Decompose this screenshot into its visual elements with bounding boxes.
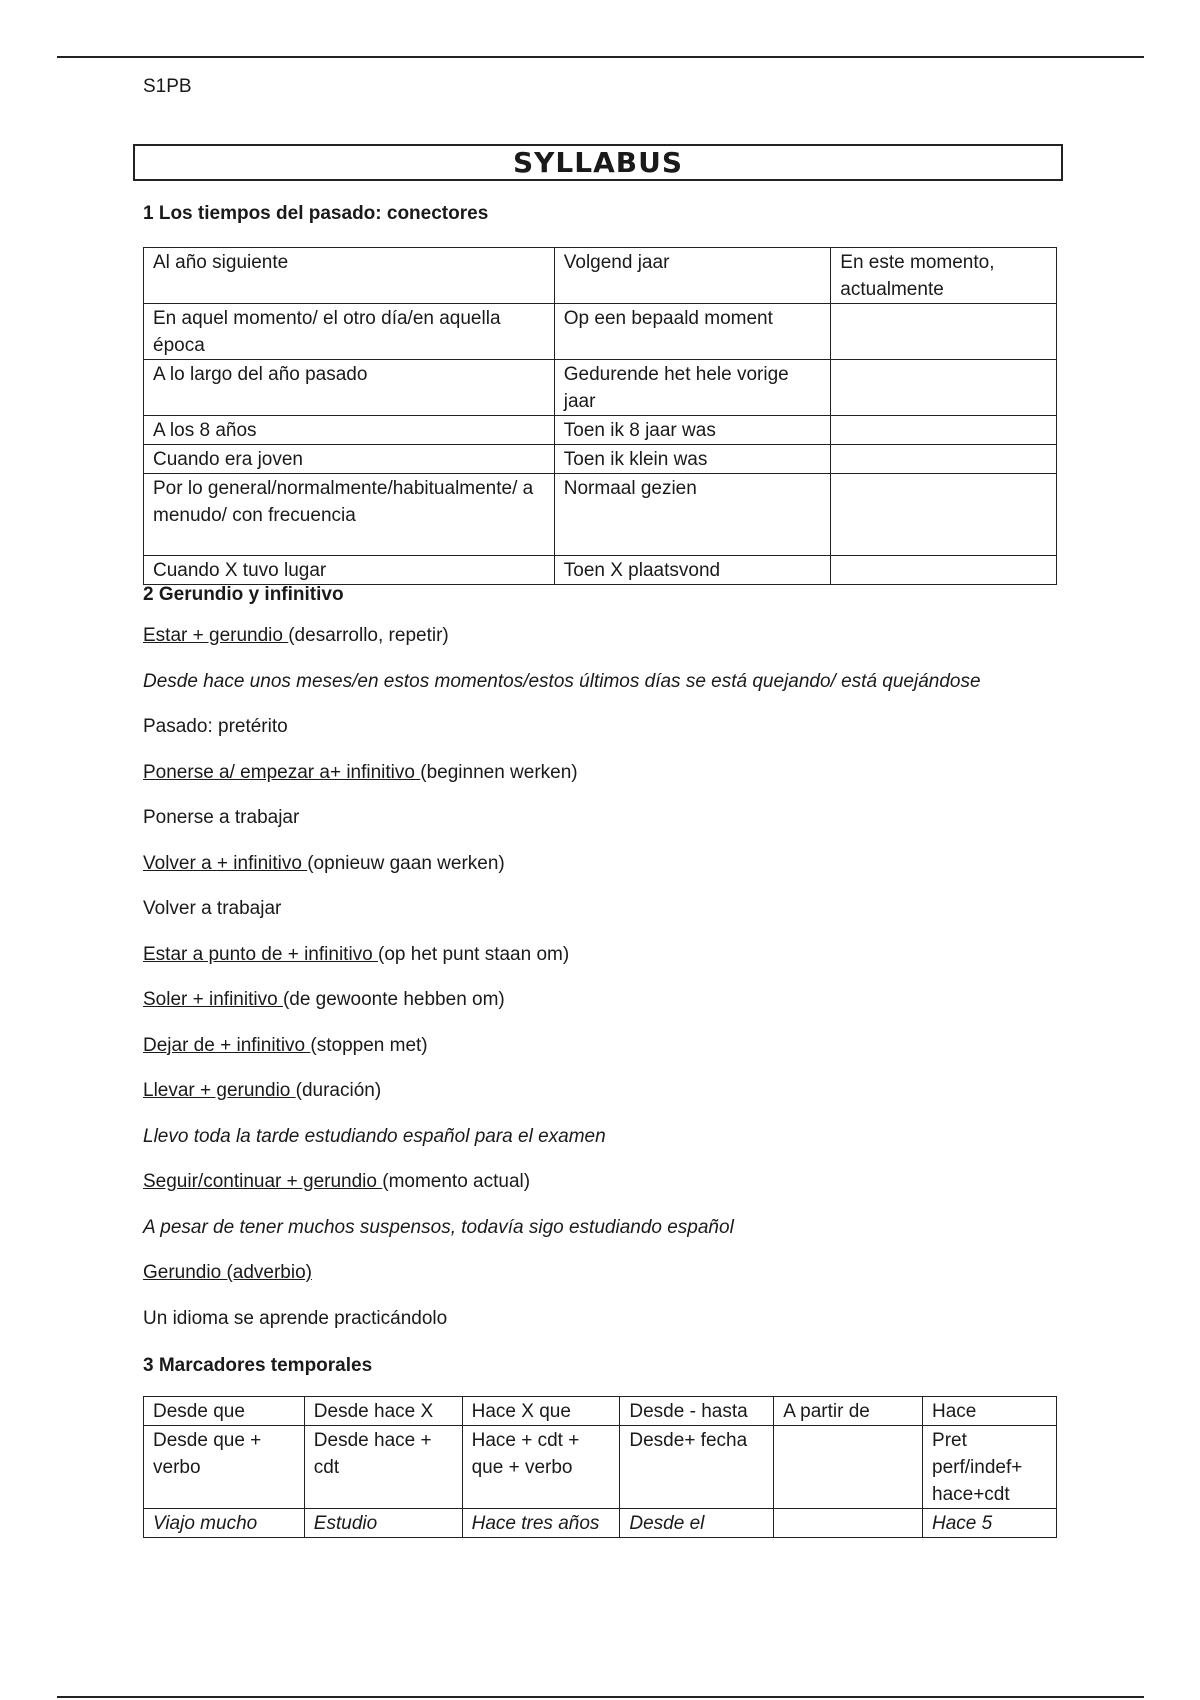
table-cell: Toen ik klein was: [554, 445, 831, 474]
section1-heading: 1 Los tiempos del pasado: conectores: [143, 203, 489, 224]
table-cell: Hace 5: [923, 1509, 1057, 1538]
table-cell: Hace + cdt + que + verbo: [462, 1426, 620, 1509]
table-cell: Desde - hasta: [620, 1397, 774, 1426]
underlined-phrase: Estar a punto de + infinitivo: [143, 944, 379, 965]
table-cell: [831, 416, 1057, 445]
table-cell: Desde+ fecha: [620, 1426, 774, 1509]
bottom-rule: [57, 1696, 1144, 1698]
table-row: [144, 1426, 1057, 1509]
section2-line: [143, 944, 569, 966]
table-cell: [774, 1426, 923, 1509]
table-cell: Toen X plaatsvond: [554, 556, 831, 585]
table-cell: En aquel momento/ el otro día/en aquella época: [144, 304, 555, 360]
table-cell: Por lo general/normalmente/habitualmente/ a menudo/ con frecuencia: [144, 474, 555, 556]
table-row: [144, 556, 1057, 585]
table-cell: Desde hace + cdt: [304, 1426, 462, 1509]
underlined-phrase: Estar + gerundio: [143, 625, 289, 646]
table-cell: [831, 360, 1057, 416]
table-cell: Desde el: [620, 1509, 774, 1538]
phrase-translation: (opnieuw gaan werken): [307, 853, 505, 874]
section3-heading: 3 Marcadores temporales: [143, 1355, 373, 1376]
table-cell: Volgend jaar: [554, 248, 831, 304]
underlined-phrase: Ponerse a/ empezar a+ infinitivo: [143, 762, 421, 783]
time-markers-table: [143, 1396, 1057, 1538]
underlined-phrase: Soler + infinitivo: [143, 989, 283, 1010]
phrase-translation: (desarrollo, repetir): [288, 625, 449, 646]
table-cell: [831, 304, 1057, 360]
table-cell: Viajo mucho: [144, 1509, 305, 1538]
section2-line: [143, 1262, 312, 1284]
table-cell: Cuando X tuvo lugar: [144, 556, 555, 585]
section2-line: [143, 1171, 530, 1193]
phrase-translation: (beginnen werken): [420, 762, 578, 783]
phrase-translation: (momento actual): [382, 1171, 531, 1192]
phrase-translation: (duración): [295, 1080, 382, 1101]
connectors-table: [143, 247, 1057, 585]
table-row: [144, 1509, 1057, 1538]
table-cell: Desde hace X: [304, 1397, 462, 1426]
table-row: [144, 445, 1057, 474]
section2-line: Ponerse a trabajar: [143, 807, 300, 828]
table-cell: Desde que: [144, 1397, 305, 1426]
section2-line: [143, 1035, 428, 1057]
underlined-phrase: Dejar de + infinitivo: [143, 1035, 311, 1056]
section2-line: [143, 625, 449, 647]
table-cell: Toen ik 8 jaar was: [554, 416, 831, 445]
page-title: SYLLABUS: [133, 144, 1063, 181]
table-row: [144, 416, 1057, 445]
table-cell: Al año siguiente: [144, 248, 555, 304]
table-cell: Hace: [923, 1397, 1057, 1426]
section2-line: Pasado: pretérito: [143, 716, 288, 737]
section2-line: Volver a trabajar: [143, 898, 282, 919]
table-row: [144, 360, 1057, 416]
section2-line: Un idioma se aprende practicándolo: [143, 1308, 448, 1329]
table-cell: En este momento, actualmente: [831, 248, 1057, 304]
phrase-translation: (stoppen met): [310, 1035, 428, 1056]
example-sentence: Llevo toda la tarde estudiando español para el examen: [143, 1126, 606, 1147]
table-cell: A los 8 años: [144, 416, 555, 445]
example-sentence: Desde hace unos meses/en estos momentos/estos últimos días se está quejando/ está quejándose: [143, 671, 981, 692]
section2-line: [143, 762, 578, 784]
underlined-phrase: Volver a + infinitivo: [143, 853, 308, 874]
header-code: S1PB: [143, 76, 192, 97]
table-cell: Cuando era joven: [144, 445, 555, 474]
table-cell: Hace X que: [462, 1397, 620, 1426]
underlined-phrase: Seguir/continuar + gerundio: [143, 1171, 383, 1192]
table-cell: [831, 445, 1057, 474]
table-cell: Desde que + verbo: [144, 1426, 305, 1509]
example-sentence: A pesar de tener muchos suspensos, todavía sigo estudiando español: [143, 1217, 734, 1238]
top-rule: [57, 56, 1144, 58]
table-cell: A partir de: [774, 1397, 923, 1426]
section2-heading: 2 Gerundio y infinitivo: [143, 584, 344, 605]
table-row: [144, 248, 1057, 304]
table-cell: Hace tres años: [462, 1509, 620, 1538]
section2-line: [143, 853, 505, 875]
table-cell: Gedurende het hele vorige jaar: [554, 360, 831, 416]
section2-line: [143, 989, 505, 1011]
section2-line: [143, 1080, 381, 1102]
table-row: [144, 1397, 1057, 1426]
table-cell: Normaal gezien: [554, 474, 831, 556]
table-cell: Pret perf/indef+ hace+cdt: [923, 1426, 1057, 1509]
underlined-phrase: Llevar + gerundio: [143, 1080, 296, 1101]
table-cell: [774, 1509, 923, 1538]
table-cell: Op een bepaald moment: [554, 304, 831, 360]
underlined-phrase: Gerundio (adverbio): [143, 1262, 312, 1283]
table-row: [144, 304, 1057, 360]
table-cell: Estudio: [304, 1509, 462, 1538]
table-cell: A lo largo del año pasado: [144, 360, 555, 416]
table-row: [144, 474, 1057, 556]
phrase-translation: (de gewoonte hebben om): [282, 989, 505, 1010]
table-cell: [831, 556, 1057, 585]
table-cell: [831, 474, 1057, 556]
phrase-translation: (op het punt staan om): [378, 944, 570, 965]
